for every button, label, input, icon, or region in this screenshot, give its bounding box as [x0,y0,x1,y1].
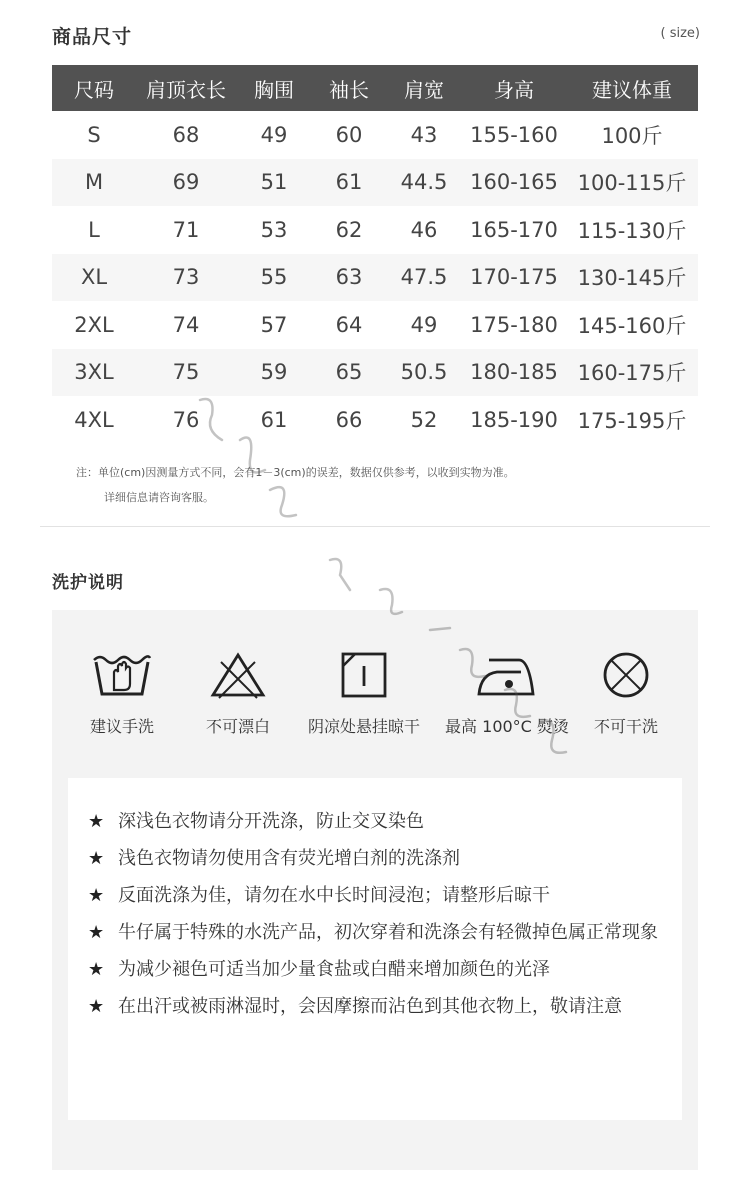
cell-size: XL [52,254,136,302]
star-icon: ★ [88,811,105,832]
care-label-iron: 最高 100°C 熨烫 [445,717,569,736]
size-title: 商品尺寸 [52,26,133,48]
care-label-line-dry: 阴凉处悬挂晾干 [307,717,420,736]
cell-weight: 100-115斤 [566,159,698,207]
header-shoulder: 肩宽 [386,65,462,111]
list-item [88,843,688,874]
cell-sleeve: 63 [312,254,386,302]
cell-length: 75 [136,349,236,397]
header-size: 尺码 [52,65,136,111]
cell-size: 4XL [74,407,114,432]
cell-weight: 145-160斤 [577,313,687,338]
list-item [88,991,688,1022]
section-divider [40,526,710,527]
size-table [52,65,698,444]
cell-shoulder: 46 [410,217,438,242]
list-item [88,917,688,948]
cell-height: 170-175 [462,254,566,302]
care-icons-row [52,650,698,750]
no-bleach-icon [209,650,267,700]
size-note [76,460,515,510]
cell-height: 155-160 [470,122,558,147]
header-sleeve: 袖长 [312,65,386,111]
care-label-no-bleach: 不可漂白 [205,717,270,736]
cell-height: 185-190 [470,407,558,432]
size-table-header-row [52,65,698,111]
table-row [52,396,698,444]
cell-height: 160-165 [462,159,566,207]
cell-size: 3XL [52,349,136,397]
cell-weight: 175-195斤 [577,408,687,433]
header-height: 身高 [462,65,566,111]
cell-chest: 59 [236,349,312,397]
care-icon-item-line-dry [294,650,434,737]
table-row [52,349,698,397]
cell-height: 175-180 [470,312,558,337]
cell-size: M [52,159,136,207]
cell-size: 2XL [74,312,114,337]
cell-chest: 53 [260,217,288,242]
cell-length: 68 [172,122,200,147]
cell-weight: 130-145斤 [566,254,698,302]
cell-sleeve: 65 [312,349,386,397]
care-label-hand-wash: 建议手洗 [89,717,154,736]
cell-chest: 55 [236,254,312,302]
hand-wash-icon [90,650,154,700]
tip-text: 牛仔属于特殊的水洗产品，初次穿着和洗涤会有轻微掉色属正常现象 [118,922,658,943]
cell-shoulder: 47.5 [386,254,462,302]
cell-height: 180-185 [462,349,566,397]
tip-text: 在出汗或被雨淋湿时，会因摩擦而沾色到其他衣物上，敬请注意 [118,996,622,1017]
care-tips-list [88,806,688,1028]
tip-text: 反面洗涤为佳，请勿在水中长时间浸泡；请整形后晾干 [118,885,550,906]
list-item [88,880,688,911]
table-row [52,111,698,159]
cell-weight: 115-130斤 [577,218,687,243]
table-row [52,159,698,207]
table-row [52,254,698,302]
cell-chest: 49 [260,122,288,147]
cell-shoulder: 52 [410,407,438,432]
cell-chest: 61 [260,407,288,432]
cell-height: 165-170 [470,217,558,242]
cell-length: 69 [136,159,236,207]
cell-sleeve: 60 [335,122,363,147]
cell-sleeve: 62 [335,217,363,242]
list-item [88,954,688,985]
tip-text: 浅色衣物请勿使用含有荧光增白剂的洗涤剂 [118,848,460,869]
star-icon: ★ [88,848,105,869]
care-icon-item-no-bleach [168,650,308,737]
cell-shoulder: 43 [410,122,438,147]
header-chest: 胸围 [236,65,312,111]
tip-text: 为减少褪色可适当加少量食盐或白醋来增加颜色的光泽 [118,959,550,980]
cell-size: L [88,217,100,242]
header-length: 肩顶衣长 [136,65,236,111]
line-dry-shade-icon [339,650,389,700]
cell-weight: 100斤 [601,123,663,148]
cell-length: 74 [172,312,200,337]
cell-size: S [87,122,101,147]
table-row [52,301,698,349]
cell-sleeve: 61 [312,159,386,207]
cell-shoulder: 49 [410,312,438,337]
cell-shoulder: 50.5 [386,349,462,397]
care-icon-item-no-dry-clean [556,650,696,737]
tip-text: 深浅色衣物请分开洗涤，防止交叉染色 [118,811,424,832]
star-icon: ★ [88,996,105,1017]
header-weight: 建议体重 [566,65,698,111]
cell-sleeve: 64 [335,312,363,337]
cell-length: 73 [136,254,236,302]
star-icon: ★ [88,885,105,906]
size-note-line-1: 注：单位(cm)因测量方式不同，会有1－3(cm)的误差，数据仅供参考，以收到实物为准。 [76,466,515,479]
star-icon: ★ [88,959,105,980]
iron-icon [475,650,539,700]
cell-shoulder: 44.5 [386,159,462,207]
table-row [52,206,698,254]
list-item [88,806,688,837]
cell-sleeve: 66 [335,407,363,432]
cell-chest: 57 [260,312,288,337]
size-note-line-2: 详细信息请咨询客服。 [104,491,214,504]
cell-length: 76 [172,407,200,432]
star-icon: ★ [88,922,105,943]
size-subtitle: ( size) [660,26,700,41]
no-dry-clean-icon [599,650,653,700]
care-label-no-dry-clean: 不可干洗 [593,717,658,736]
care-title: 洗护说明 [52,573,124,593]
cell-weight: 160-175斤 [566,349,698,397]
cell-length: 71 [172,217,200,242]
cell-chest: 51 [236,159,312,207]
